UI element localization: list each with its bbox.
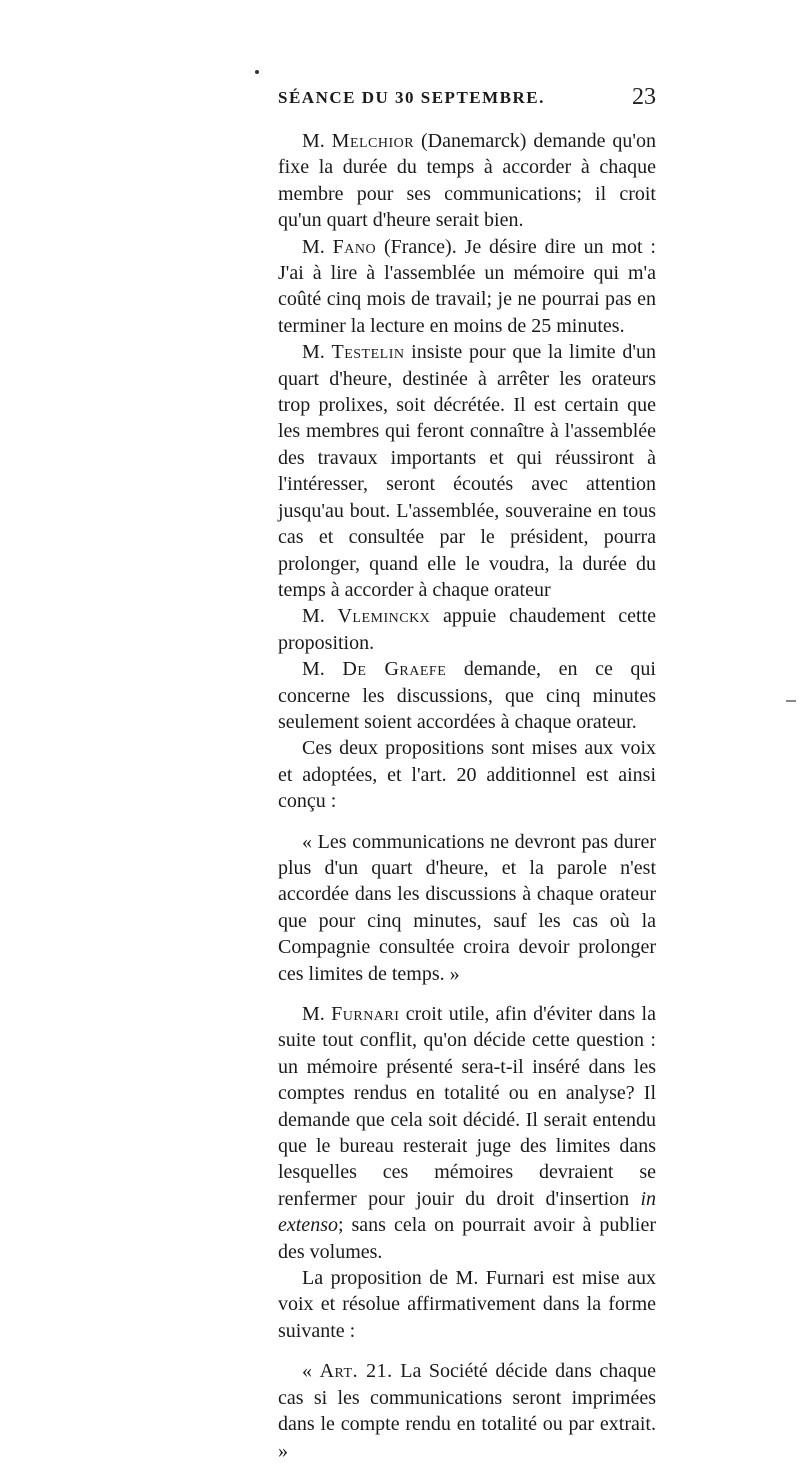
speaker-prefix: M. [302,658,343,681]
speaker-prefix: M. [302,235,333,258]
paragraph-vleminckx [278,603,656,656]
paragraph-text-end: ; sans cela on pourrait avoir à publier des volumes. [278,1214,656,1263]
open-quote: « [302,1360,320,1383]
speaker-prefix: M. [302,605,338,628]
paragraph-article-20: « Les communications ne devront pas durer plus d'un quart d'heure, et la parole n'est accordée dans les discussions à chaque orateur que pour cinq minutes, sauf les cas où la Compagnie consultée croira devoir prolonger ces limites de temps. » [278,830,656,985]
paragraph-fano [278,234,656,340]
paragraph-de-graefe [278,656,656,735]
speaker-name: Vleminckx [337,605,431,628]
speaker-prefix: M. [302,341,332,364]
paragraph-testelin [278,339,656,603]
paragraph-text: demande, en ce qui concerne les discussions, que cinq minutes seulement soient accordées à chaque orateur. [278,658,656,733]
paragraph-text: appuie chaudement cette proposition. [278,605,656,654]
body-text [278,128,656,1464]
paragraph-text: La Société décide dans chaque cas si les communications seront imprimées dans le compte rendu en totalité ou par extrait. » [278,1360,656,1462]
running-head [278,84,656,114]
article-label: Art. 21. [319,1360,393,1383]
paragraph-text: (France). Je désire dire un mot : J'ai à lire à l'assemblée un mémoire qui m'a coûté cinq mois de travail; je ne pourrai pas en terminer la lecture en moins de 25 minutes. [278,235,656,337]
paragraph-adoption: Ces deux propositions sont mises aux voix et adoptées, et l'art. 20 additionnel est ainsi conçu : [278,737,656,813]
paragraph-furnari [278,1001,656,1265]
italic-phrase: in extenso [278,1187,656,1237]
paragraph-article-21 [278,1358,656,1464]
paragraph-text: croit utile, afin d'éviter dans la suite tout conflit, qu'on décide cette question : un mémoire présenté sera-t-il inséré dans les comptes rendus en totalité ou en analyse? Il demande que cela soit décidé. Il serait entendu que le bureau resterait juge des limites dans lesquelles ces mémoires devraient se renfermer pour jouir du droit d'insertion [278,1003,656,1210]
paragraph-text: insiste pour que la limite d'un quart d'heure, destinée à arrêter les orateurs trop prolixes, soit décrétée. Il est certain que les membres qui feront connaître à l'assemblée des travaux importants et qui réussiront à l'intéresser, seront écoutés avec attention jusqu'au bout. L'assemblée, souveraine en tous cas et consultée par le président, pourra prolonger, quand elle le voudra, la durée du temps à accorder à chaque orateur [278,341,656,601]
paragraph-text: (Danemarck) demande qu'on fixe la durée du temps à accorder à chaque membre pour ses communications; il croit qu'un quart d'heure serait bien. [278,130,656,232]
printer-dot-mark [255,70,259,74]
speaker-prefix: M. [302,1003,332,1025]
running-head-title: SÉANCE DU 30 SEPTEMBRE. [278,88,545,107]
margin-mark [786,700,796,702]
paragraph-melchior [278,128,656,234]
speaker-name: De Graefe [342,658,447,681]
paragraph-resolution: La proposition de M. Furnari est mise aux voix et résolue affirmativement dans la forme suivante : [278,1267,656,1342]
speaker-prefix: M. [302,130,332,152]
speaker-name: Furnari [331,1003,400,1025]
speaker-name: Fano [332,235,377,258]
speaker-name: Testelin [331,341,405,364]
page-number: 23 [632,84,656,110]
speaker-name: Melchior [331,130,415,152]
